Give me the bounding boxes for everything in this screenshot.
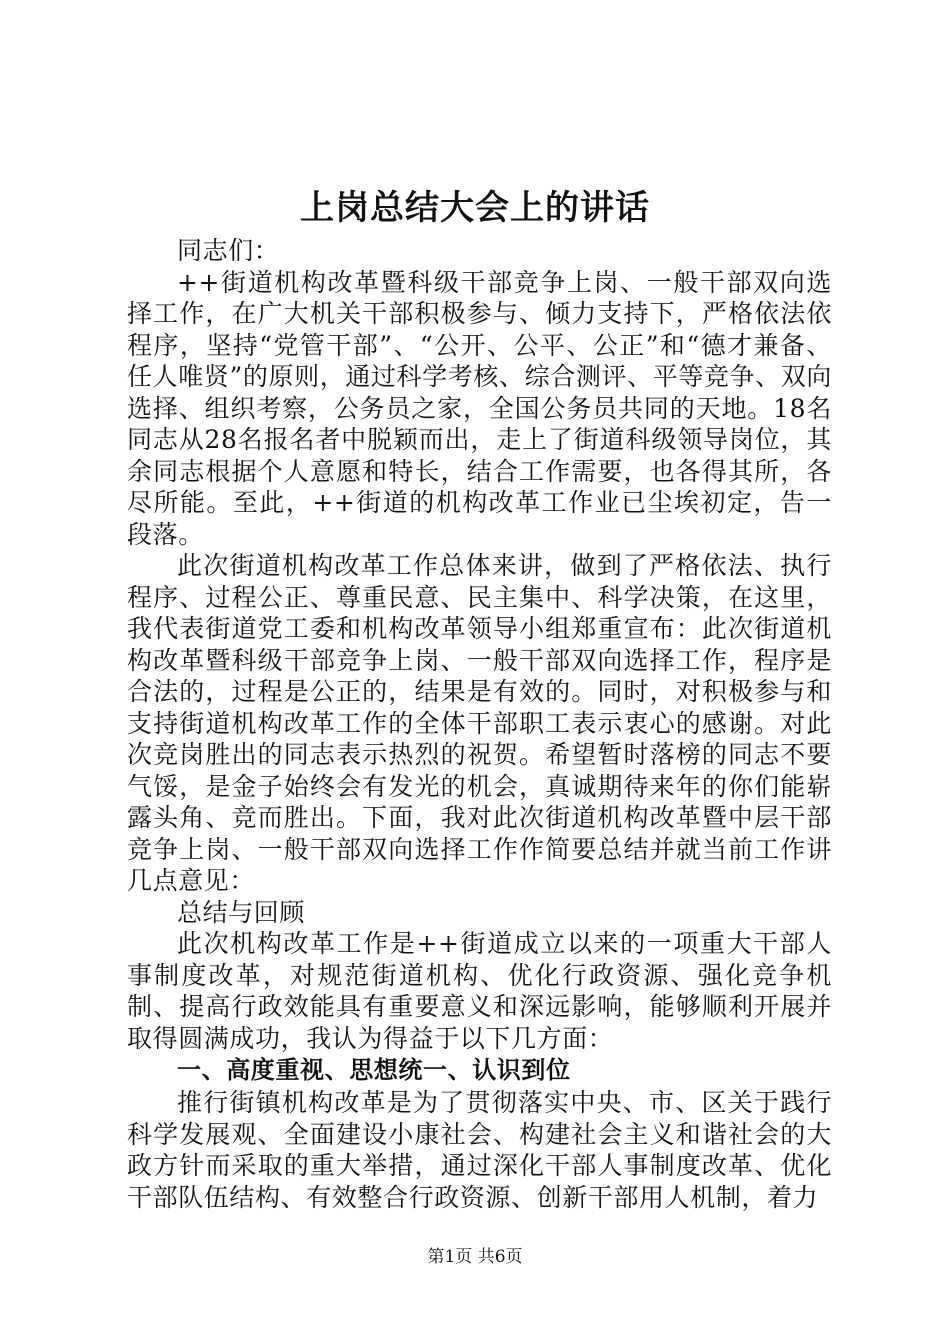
salutation: 同志们： — [177, 236, 280, 265]
section-title: 总结与回顾 — [177, 897, 306, 927]
heading-1-paragraph: 推行街镇机构改革是为了贯彻落实中央、市、区关于践行科学发展观、全面建设小康社会、构建社会主义和谐社会的大政方针而采取的重大举措，通过深化干部人事制度改革、优化干部队伍结构、有效整合行政资源、创新干部用人机制，着力 — [127, 1088, 832, 1212]
document-body — [127, 235, 832, 1213]
heading-1: 一、高度重视、思想统一、认识到位 — [177, 1056, 571, 1084]
page-footer: 第1页 共6页 — [427, 1247, 523, 1267]
paragraph-summary: 此次街道机构改革工作总体来讲，做到了严格依法、执行程序、过程公正、尊重民意、民主集中、科学决策，在这里，我代表街道党工委和机构改革领导小组郑重宣布：此次街道机构改革暨科级干部竞争上岗、一般干部双向选择工作，程序是合法的，过程是公正的，结果是有效的。同时，对积极参与和支持街道机构改革工作的全体干部职工表示衷心的感谢。对此次竞岗胜出的同志表示热烈的祝贺。希望暂时落榜的同志不要气馁，是金子始终会有发光的机会，真诚期待来年的你们能崭露头角、竞而胜出。下面，我对此次街道机构改革暨中层干部竞争上岗、一般干部双向选择工作作简要总结并就当前工作讲几点意见： — [127, 551, 832, 895]
section-paragraph: 此次机构改革工作是++街道成立以来的一项重大干部人事制度改革，对规范街道机构、优化行政资源、强化竞争机制、提高行政效能具有重要意义和深远影响，能够顺利开展并取得圆满成功，我认为得益于以下几方面： — [127, 929, 832, 1053]
paragraph-intro: ++街道机构改革暨科级干部竞争上岗、一般干部双向选择工作，在广大机关干部积极参与、倾力支持下，严格依法依程序，坚持“党管干部”、“公开、公平、公正”和“德才兼备、任人唯贤”的原则，通过科学考核、综合测评、平等竞争、双向选择、组织考察，公务员之家，全国公务员共同的天地。18名同志从28名报名者中脱颖而出，走上了街道科级领导岗位，其余同志根据个人意愿和特长，结合工作需要，也各得其所，各尽所能。至此，++街道的机构改革工作业已尘埃初定，告一段落。 — [127, 267, 832, 549]
document-title: 上岗总结大会上的讲话 — [300, 188, 650, 228]
